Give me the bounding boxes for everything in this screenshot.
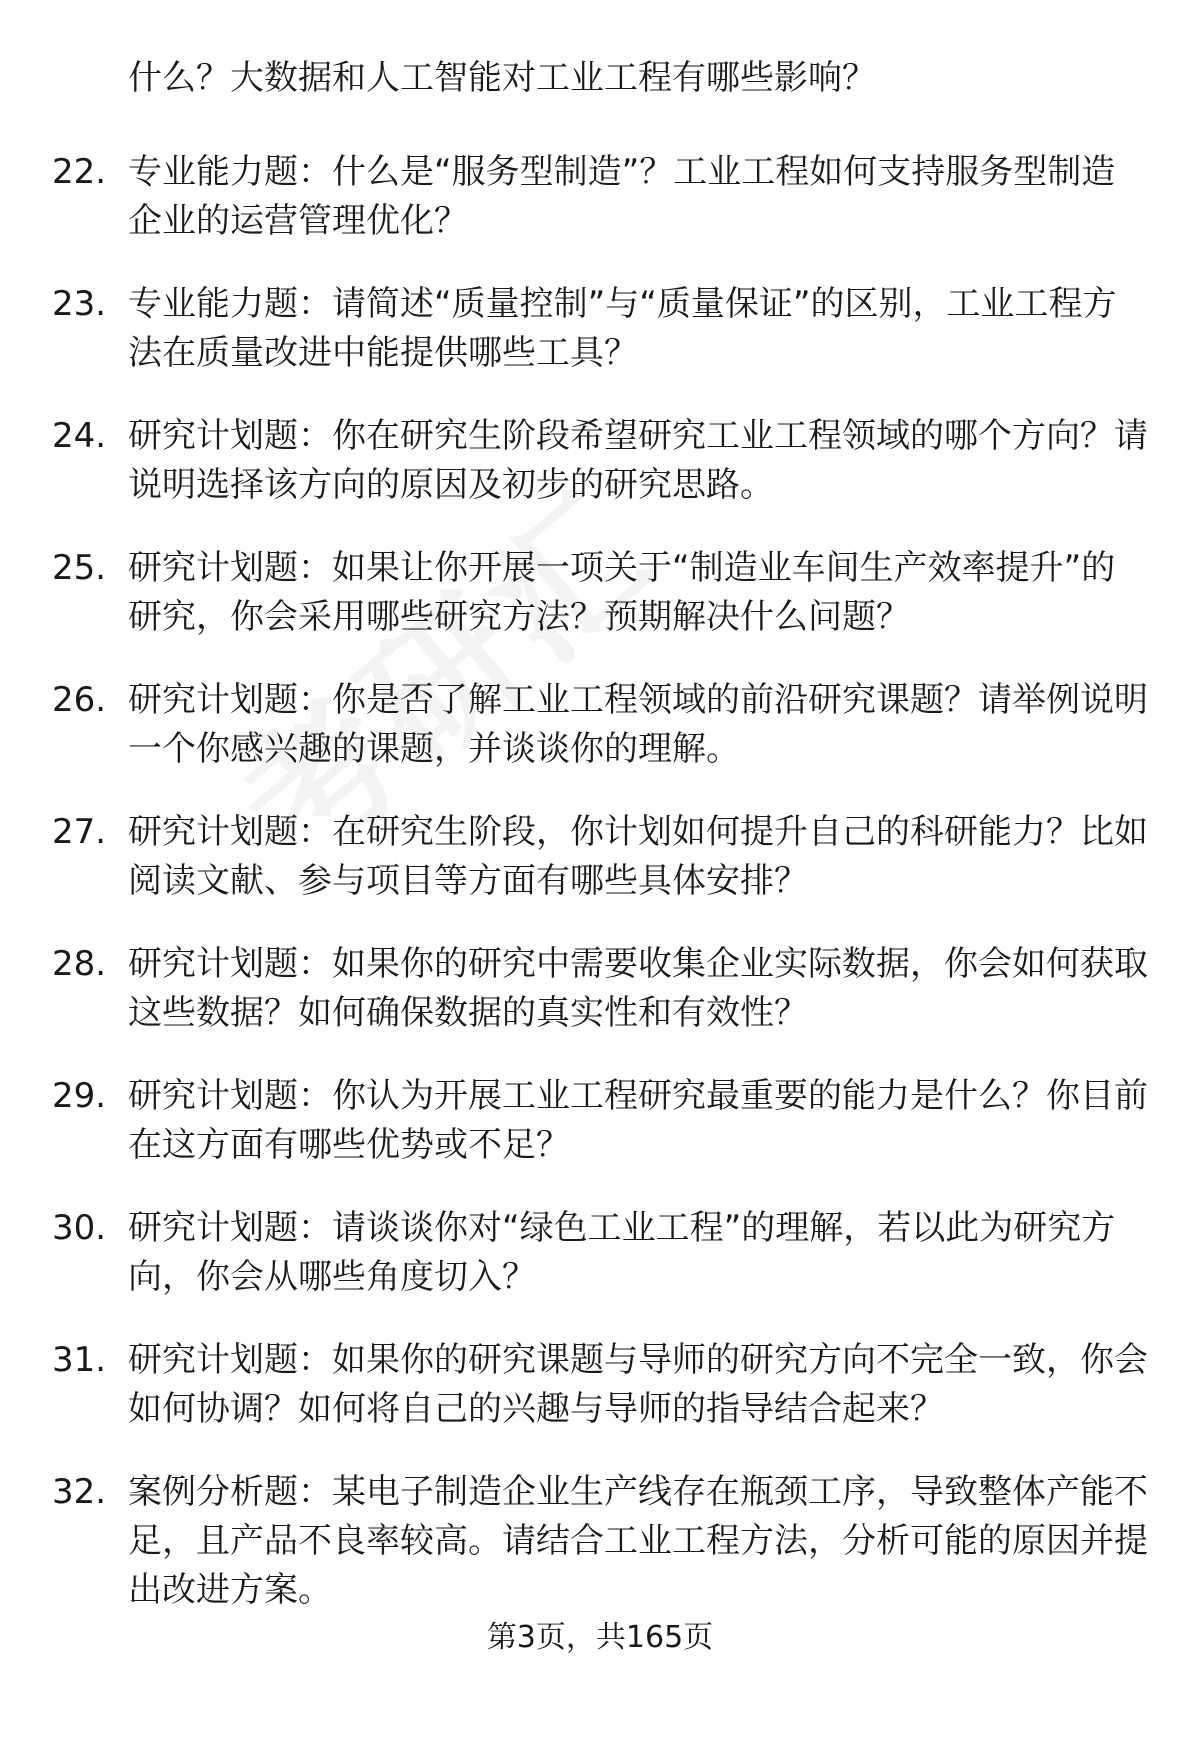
- question-item-27: [0, 808, 1200, 906]
- question-number: 32.: [52, 1472, 107, 1512]
- question-item-32: [0, 1468, 1200, 1615]
- question-text: 专业能力题：请简述“质量控制”与“质量保证”的区别，工业工程方法在质量改进中能提供哪些工具？: [128, 284, 1117, 373]
- question-number: 29.: [52, 1076, 107, 1116]
- previous-question-continuation: 什么？大数据和人工智能对工业工程有哪些影响？: [128, 58, 876, 98]
- question-item-23: [0, 280, 1200, 378]
- question-number: 24.: [52, 416, 107, 456]
- question-text: 研究计划题：如果你的研究课题与导师的研究方向不完全一致，你会如何协调？如何将自己的兴趣与导师的指导结合起来？: [128, 1340, 1148, 1429]
- question-text: 研究计划题：你认为开展工业工程研究最重要的能力是什么？你目前在这方面有哪些优势或不足？: [128, 1076, 1148, 1165]
- question-item-29: [0, 1072, 1200, 1170]
- question-text: 案例分析题：某电子制造企业生产线存在瓶颈工序，导致整体产能不足，且产品不良率较高。请结合工业工程方法，分析可能的原因并提出改进方案。: [128, 1472, 1148, 1610]
- question-item-30: [0, 1204, 1200, 1302]
- question-text: 研究计划题：如果你的研究中需要收集企业实际数据，你会如何获取这些数据？如何确保数据的真实性和有效性？: [128, 944, 1148, 1033]
- question-text: 研究计划题：你在研究生阶段希望研究工业工程领域的哪个方向？请说明选择该方向的原因及初步的研究思路。: [128, 416, 1148, 505]
- question-text: 研究计划题：你是否了解工业工程领域的前沿研究课题？请举例说明一个你感兴趣的课题，并谈谈你的理解。: [128, 680, 1148, 769]
- question-item-26: [0, 676, 1200, 774]
- question-number: 23.: [52, 284, 107, 324]
- question-list: [0, 148, 1200, 1649]
- question-text: 研究计划题：请谈谈你对“绿色工业工程”的理解，若以此为研究方向，你会从哪些角度切入？: [128, 1208, 1116, 1297]
- question-item-28: [0, 940, 1200, 1038]
- question-number: 30.: [52, 1208, 107, 1248]
- question-text: 专业能力题：什么是“服务型制造”？工业工程如何支持服务型制造企业的运营管理优化？: [128, 152, 1116, 241]
- question-text: 研究计划题：如果让你开展一项关于“制造业车间生产效率提升”的研究，你会采用哪些研究方法？预期解决什么问题？: [128, 548, 1116, 637]
- page-footer: [0, 1618, 1200, 1658]
- question-text: 研究计划题：在研究生阶段，你计划如何提升自己的科研能力？比如阅读文献、参与项目等方面有哪些具体安排？: [128, 812, 1148, 901]
- question-number: 22.: [52, 152, 107, 192]
- question-item-31: [0, 1336, 1200, 1434]
- question-number: 28.: [52, 944, 107, 984]
- question-number: 25.: [52, 548, 107, 588]
- question-number: 31.: [52, 1340, 107, 1380]
- question-item-24: [0, 412, 1200, 510]
- page-number-label: 第3页，共165页: [486, 1620, 714, 1655]
- question-number: 27.: [52, 812, 107, 852]
- question-number: 26.: [52, 680, 107, 720]
- question-item-22: [0, 148, 1200, 246]
- question-item-25: [0, 544, 1200, 642]
